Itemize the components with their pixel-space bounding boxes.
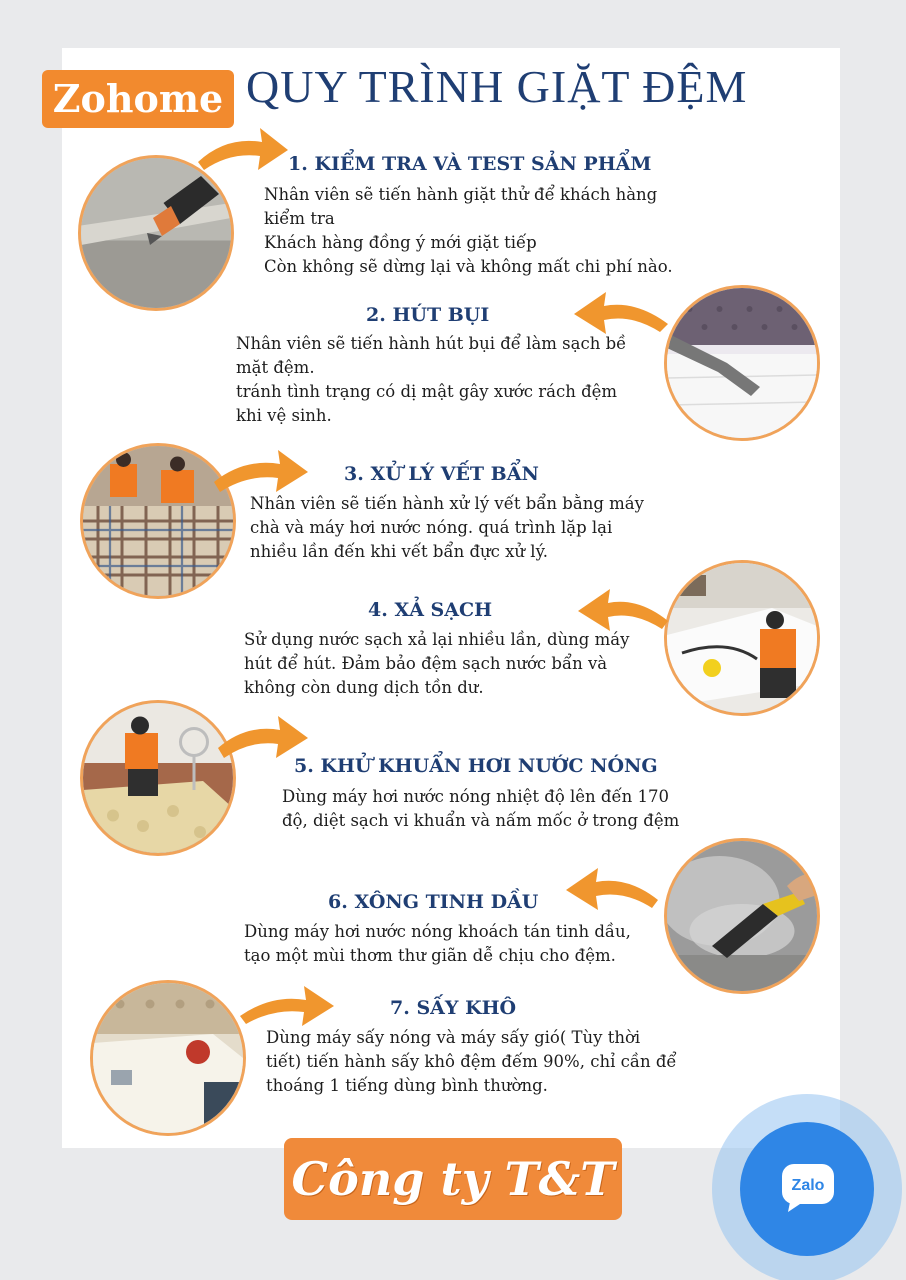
- step-4-photo: [664, 560, 820, 716]
- step-5-text: Dùng máy hơi nước nóng nhiệt độ lên đến 170 độ, diệt sạch vi khuẩn và nấm mốc ở trong đệm: [282, 787, 680, 830]
- step-7-title: 7. SẤY KHÔ: [390, 997, 517, 1019]
- step-5-photo: [80, 700, 236, 856]
- step-1-title: 1. KIỂM TRA VÀ TEST SẢN PHẨM: [288, 153, 652, 175]
- step-7-text: Dùng máy sấy nóng và máy sấy gió( Tùy thời tiết) tiến hành sấy khô đệm đếm 90%, chỉ cần để thoáng 1 tiếng dùng bình thường.: [266, 1028, 677, 1095]
- arrow-icon: [238, 982, 336, 1030]
- page-title: QUY TRÌNH GIẶT ĐỆM: [246, 61, 748, 112]
- step-2-title: 2. HÚT BỤI: [366, 304, 490, 326]
- arrow-icon: [562, 864, 660, 914]
- zalo-label: Zalo: [791, 1177, 825, 1194]
- zalo-icon[interactable]: [780, 1162, 836, 1214]
- arrow-icon: [196, 122, 290, 178]
- company-banner: Công ty T&T: [284, 1138, 622, 1220]
- step-6-photo: [664, 838, 820, 994]
- step-5-title: 5. KHỬ KHUẨN HƠI NƯỚC NÓNG: [294, 755, 658, 777]
- step-1-text: Nhân viên sẽ tiến hành giặt thử để khách hàng kiểm tra Khách hàng đồng ý mới giặt tiếp Còn không sẽ dừng lại và không mất chi phí nào.: [264, 185, 673, 276]
- arrow-icon: [212, 446, 310, 498]
- step-3-text: Nhân viên sẽ tiến hành xử lý vết bẩn bằng máy chà và máy hơi nước nóng. quá trình lặp lại nhiều lần đến khi vết bẩn đực xử lý.: [250, 494, 644, 561]
- step-4-title: 4. XẢ SẠCH: [368, 599, 493, 621]
- step-6-text: Dùng máy hơi nước nóng khoách tán tinh dầu, tạo một mùi thơm thư giãn dễ chịu cho đệm.: [244, 922, 631, 965]
- step-2-photo: [664, 285, 820, 441]
- arrow-icon: [570, 290, 670, 338]
- step-6-title: 6. XÔNG TINH DẦU: [328, 891, 539, 913]
- step-4-text: Sử dụng nước sạch xả lại nhiều lần, dùng máy hút để hút. Đảm bảo đệm sạch nước bẩn và không còn dung dịch tồn dư.: [244, 630, 630, 697]
- brand-logo: Zohome: [42, 70, 234, 128]
- step-7-photo: [90, 980, 246, 1136]
- step-1-photo: [78, 155, 234, 311]
- step-2-text: Nhân viên sẽ tiến hành hút bụi để làm sạch bề mặt đệm. tránh tình trạng có dị mật gây xước rách đệm khi vệ sinh.: [236, 334, 627, 425]
- step-3-title: 3. XỬ LÝ VẾT BẨN: [344, 463, 539, 485]
